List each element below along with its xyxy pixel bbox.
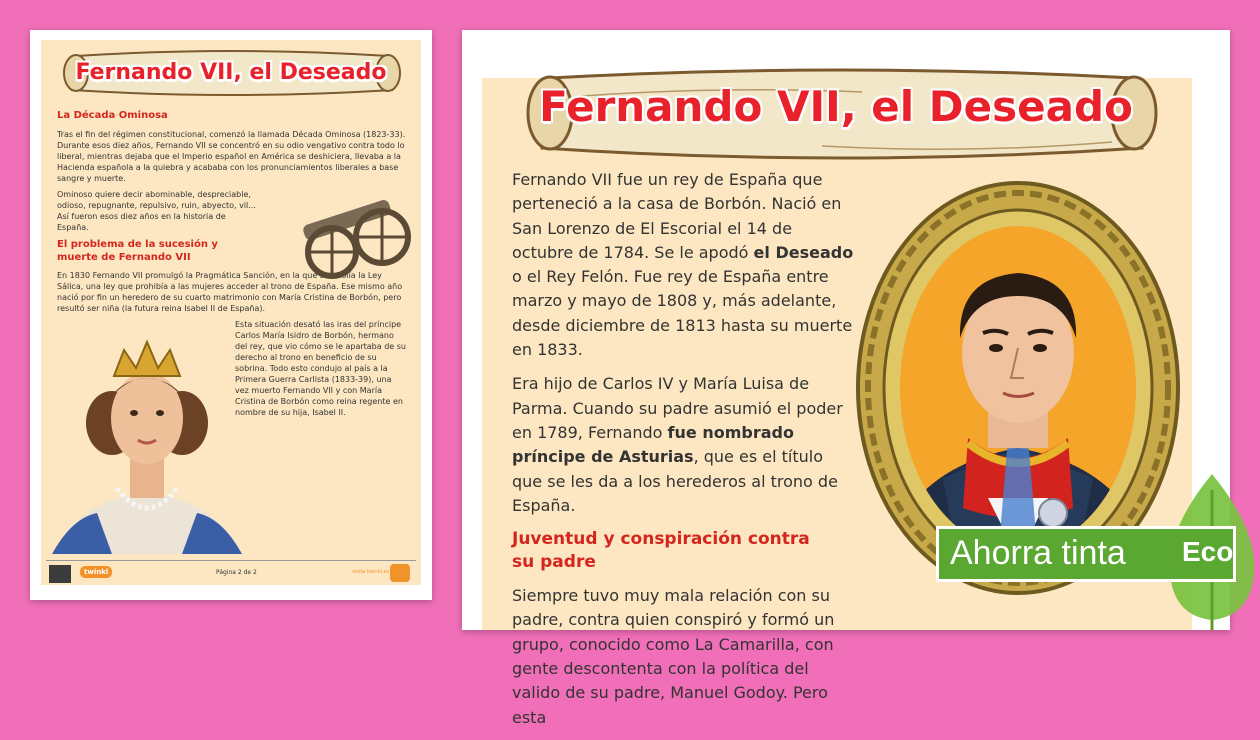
- footer-logo: [49, 565, 71, 583]
- cannon-illustration: [292, 182, 412, 282]
- paragraph: En 1830 Fernando VII promulgó la Pragmática Sanción, en la que se abolía la Ley Sálica, una ley que prohibía a las mujeres acceder al trono de España. Ese mismo año nació por fin un heredero de su cuarto matrimonio con María Cristina de Borbón, pero resultó ser niña (la futura reina Isabel II de España).: [57, 271, 403, 313]
- section-heading: La Década Ominosa: [57, 110, 168, 121]
- page-title: Fernando VII, el Deseado: [75, 60, 387, 85]
- footer-page-number: Página 2 de 2: [216, 569, 257, 576]
- paragraph: Fernando VII fue un rey de España que perteneció a la casa de Borbón. Nació en San Lorenzo de El Escorial el 14 de octubre de 1784. Se le apodó el Deseado o el Rey Felón. Fue rey de España entre marzo y mayo de 1808 y, más adelante, desde diciembre de 1813 hasta su muerte en 1833.: [512, 170, 854, 360]
- page-title: Fernando VII, el Deseado: [539, 82, 1133, 131]
- paragraph: Siempre tuvo muy mala relación con su padre, contra quien conspiró y formó un grupo, conocido como La Camarilla, con gente descontenta con la política del valido de su padre, Manuel Godoy. Pero esta: [512, 586, 835, 727]
- paragraph: Tras el fin del régimen constitucional, comenzó la llamada Década Ominosa (1823-33). Durante esos diez años, Fernando VII se concentró en su odio vengativo contra todo lo liberal, mientras dejaba que el Imperio español en América se deshiciera, llevaba a la Hacienda española a la quiebra y acababa con los pronunciamientos liberales a base sangre y muerte.: [57, 130, 406, 183]
- page-footer: [46, 560, 416, 585]
- footer-badge-icon: [390, 564, 410, 582]
- paragraph: Ominoso quiere decir abominable, despreciable, odioso, repugnante, repulsivo, ruin, abyecto, vil... Así fueron esos diez años en la historia de España.: [57, 190, 256, 232]
- footer-brand: twinkl: [80, 566, 112, 578]
- paragraph: Esta situación desató las iras del príncipe Carlos María Isidro de Borbón, hermano del rey, que vio cómo se le apartaba de su derecho al trono en beneficio de su sobrina. Todo esto condujo al país a la Primera Guerra Carlista (1833-39), una vez muerto Fernando VII y con María Cristina de Borbón como reina regente en nombre de su hija, Isabel II.: [235, 320, 406, 417]
- footer-url: visita twinkl.es: [352, 569, 390, 575]
- page-preview-small[interactable]: [30, 30, 432, 600]
- eco-label-eco: Eco: [1182, 536, 1234, 567]
- section-heading: Juventud y conspiración contra su padre: [512, 529, 810, 573]
- section-heading: El problema de la sucesión y muerte de Fernando VII: [57, 239, 218, 263]
- eco-badge[interactable]: [936, 470, 1260, 630]
- queen-portrait: [52, 328, 242, 554]
- page-body: [512, 168, 857, 740]
- paragraph: Era hijo de Carlos IV y María Luisa de Parma. Cuando su padre asumió el poder en 1789, Fernando fue nombrado príncipe de Asturias, que es el título que se les da a los herederos al trono de España.: [512, 374, 843, 515]
- eco-label-text: Ahorra tinta: [950, 534, 1126, 572]
